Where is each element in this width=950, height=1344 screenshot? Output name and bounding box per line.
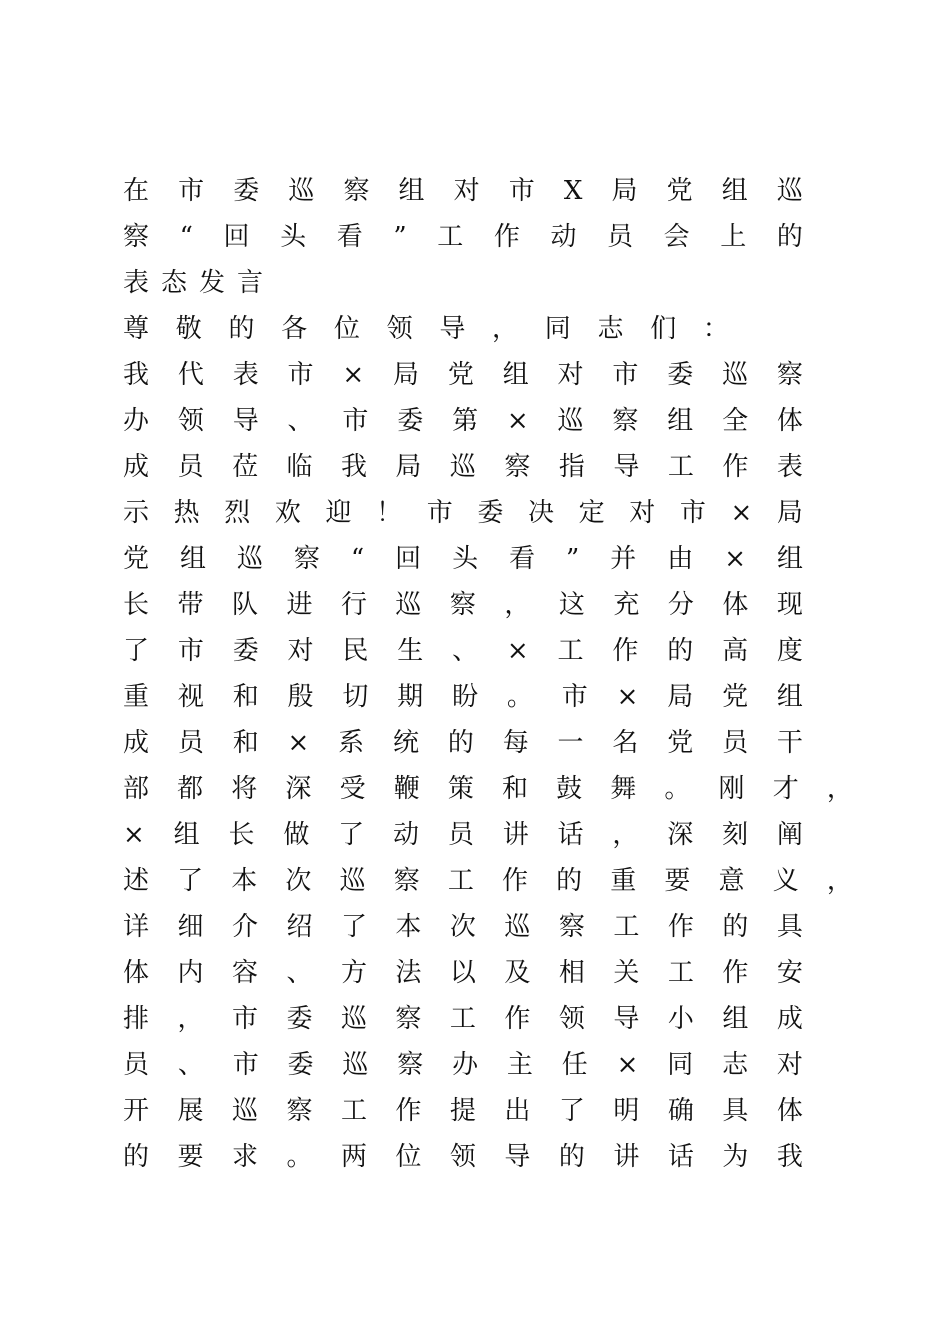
body-line-18: 的 要 求 。 两 位 领 导 的 讲 话 为 我	[123, 1142, 803, 1172]
body-line-12: 述 了 本 次 巡 察 工 作 的 重 要 意 义 ，	[123, 866, 853, 896]
body-line-1: 我 代 表 市 × 局 党 组 对 市 委 巡 察	[123, 360, 803, 390]
body-line-14: 体 内 容 、 方 法 以 及 相 关 工 作 安	[123, 958, 803, 988]
body-line-8: 重 视 和 殷 切 期 盼 。 市 × 局 党 组	[123, 682, 803, 712]
body-line-11: × 组 长 做 了 动 员 讲 话 ， 深 刻 阐	[123, 820, 803, 850]
body-line-13: 详 细 介 绍 了 本 次 巡 察 工 作 的 具	[123, 912, 803, 942]
body-line-7: 了 市 委 对 民 生 、 × 工 作 的 高 度	[123, 636, 803, 666]
body-line-16: 员 、 市 委 巡 察 办 主 任 × 同 志 对	[123, 1050, 803, 1080]
body-line-4: 示 热 烈 欢 迎 ！ 市 委 决 定 对 市 × 局	[123, 498, 803, 528]
body-line-3: 成 员 莅 临 我 局 巡 察 指 导 工 作 表	[123, 452, 803, 482]
body-line-2: 办 领 导 、 市 委 第 × 巡 察 组 全 体	[123, 406, 803, 436]
salutation: 尊 敬 的 各 位 领 导 ， 同 志 们 ：	[123, 314, 729, 344]
body-line-5: 党 组 巡 察 “ 回 头 看 ” 并 由 × 组	[123, 544, 803, 574]
title-line-2: 察 “ 回 头 看 ” 工 作 动 员 会 上 的	[123, 222, 803, 252]
body-line-9: 成 员 和 × 系 统 的 每 一 名 党 员 干	[123, 728, 803, 758]
title-line-1: 在 市 委 巡 察 组 对 市 X 局 党 组 巡	[123, 176, 803, 206]
body-line-10: 部 都 将 深 受 鞭 策 和 鼓 舞 。 刚 才 ，	[123, 774, 853, 804]
title-line-3: 表 态 发 言	[123, 268, 263, 298]
body-line-15: 排 ， 市 委 巡 察 工 作 领 导 小 组 成	[123, 1004, 803, 1034]
body-line-6: 长 带 队 进 行 巡 察 ， 这 充 分 体 现	[123, 590, 803, 620]
body-line-17: 开 展 巡 察 工 作 提 出 了 明 确 具 体	[123, 1096, 803, 1126]
